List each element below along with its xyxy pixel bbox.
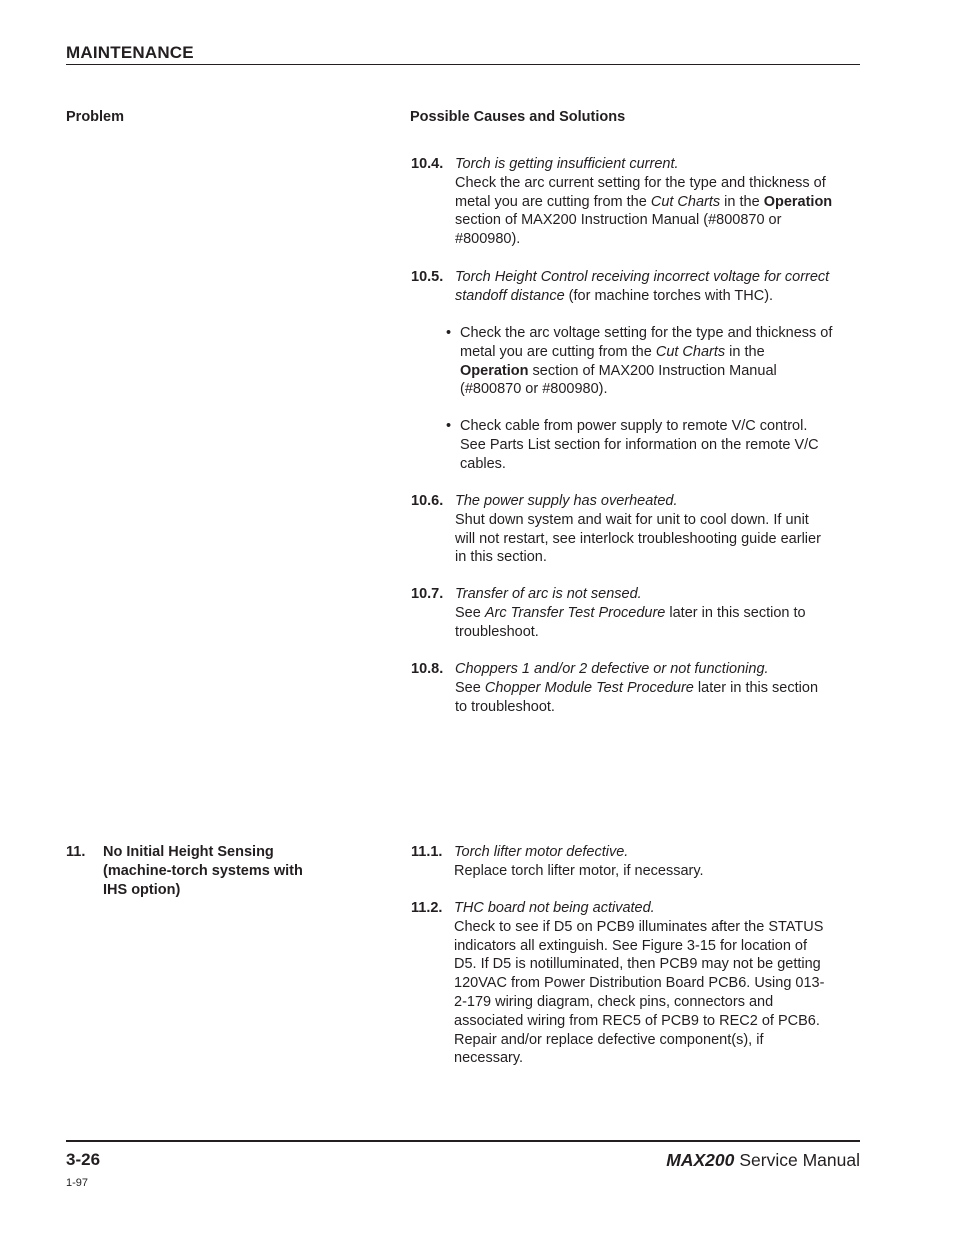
bullet-item: Check cable from power supply to remote V/C control. See Parts List section for information on the remote V/C cables. [460,418,819,472]
manual-name: Service Manual [739,1150,860,1170]
procedure-reference: Arc Transfer Test Procedure [484,604,666,621]
solution-line: section of MAX200 Instruction Manual (#800870 or [455,212,782,229]
cause-title: THC board not being activated. [454,900,655,916]
manual-title [666,1150,860,1171]
solutions-column-heading: Possible Causes and Solutions [410,109,626,125]
model-name: MAX200 [666,1150,735,1170]
cause-title: Choppers 1 and/or 2 defective or not functioning. [455,661,769,677]
item-body [455,268,865,306]
item-body: Transfer of arc is not sensed. See Arc Transfer Test Procedure later in this section to troubleshoot. [455,585,865,641]
cause-title-continued: standoff distance (for machine torches with THC). [455,287,774,304]
page-number: 3-26 [66,1150,101,1169]
cause-title: Torch is getting insufficient current. [455,156,679,172]
cut-charts-reference: Cut Charts [655,343,726,360]
cause-title: Torch Height Control receiving incorrect voltage for correct [455,269,830,285]
item-number: 10.4. [411,156,444,172]
item-number: 10.5. [411,269,444,285]
bullet-item: Check the arc voltage setting for the type and thickness of metal you are cutting from the Cut Charts in the Operation section of MAX200 Instruction Manual (#800870 or #800980). [460,325,833,398]
operation-reference: Operation [763,193,833,210]
item-number: 10.7. [411,586,444,602]
problem-number: 11. [66,844,86,860]
cut-charts-reference: Cut Charts [650,193,721,210]
operation-reference: Operation [460,362,529,379]
item-body: THC board not being activated. Check to see if D5 on PCB9 illuminates after the STATUS indicators all extinguish. See Figure 3-15 for location of D5. If D5 is notilluminated, then PCB9 may not be getting 120VAC from Power Distribution Board PCB6. Using 013- 2-179 wiring diagram, check pins, connectors and associated wiring from REC5 of PCB9 to REC2 of PCB6. Repair and/or replace defective component(s), if necessary. [454,899,864,1068]
item-body: Torch lifter motor defective. Replace torch lifter motor, if necessary. [454,843,864,881]
item-body [455,155,865,249]
revision-date: 1-97 [66,1177,89,1189]
procedure-reference: Chopper Module Test Procedure [484,679,694,696]
item-body: Choppers 1 and/or 2 defective or not functioning. See Chopper Module Test Procedure later in this section to troubleshoot. [455,660,865,716]
cause-title: The power supply has overheated. [455,493,678,509]
problem-column-heading: Problem [66,109,125,125]
item-number: 10.6. [411,493,444,509]
item-number: 11.2. [411,900,443,916]
item-number: 11.1. [411,844,443,860]
item-body: The power supply has overheated. Shut down system and wait for unit to cool down. If unit will not restart, see interlock troubleshooting guide earlier in this section. [455,492,865,567]
problem-title: No Initial Height Sensing (machine-torch systems with IHS option) [103,844,303,898]
footer-rule [66,1140,860,1142]
bullet-marker: • [446,325,452,341]
header-rule [66,64,860,65]
section-title: MAINTENANCE [66,43,194,62]
cause-title: Transfer of arc is not sensed. [455,586,642,602]
solution-line: #800980). [455,231,521,248]
bullet-marker: • [446,418,452,434]
item-number: 10.8. [411,661,444,677]
cause-title: Torch lifter motor defective. [454,844,629,860]
solution-line: metal you are cutting from the Cut Charts in the Operation [455,193,833,210]
solution-line: Check the arc current setting for the type and thickness of [455,174,826,191]
